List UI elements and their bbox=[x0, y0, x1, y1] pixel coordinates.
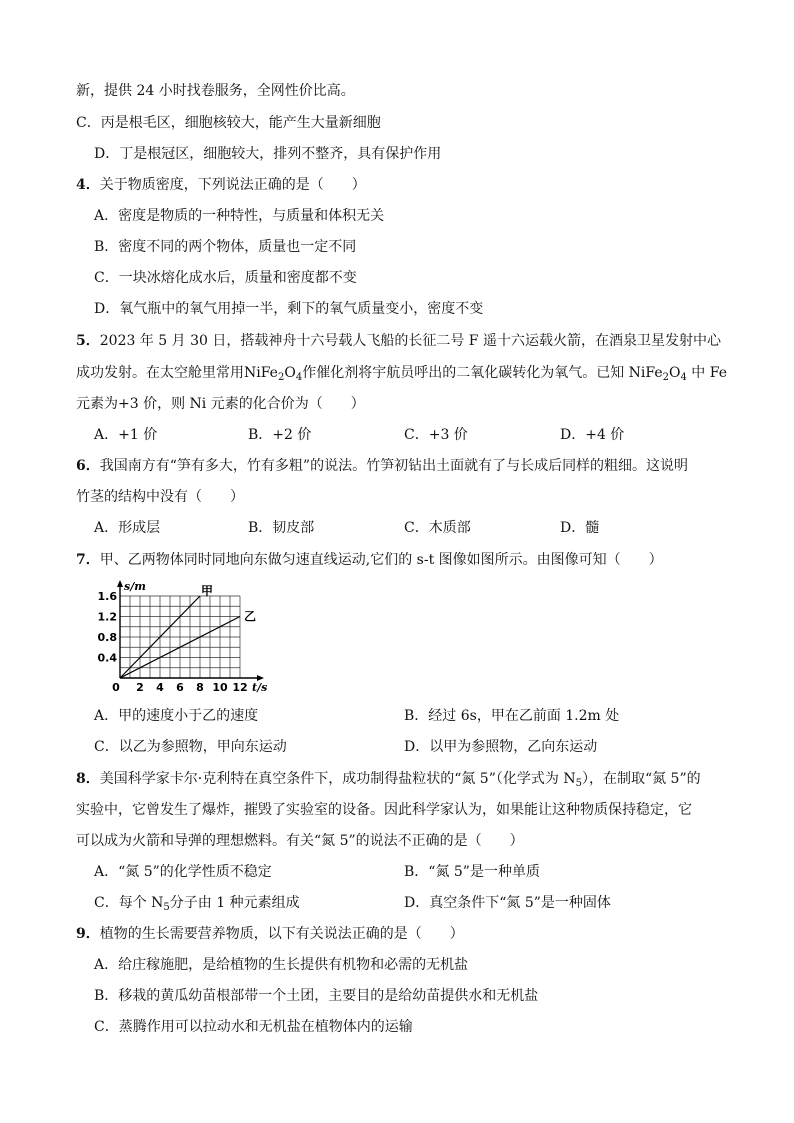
y-tick-label: 0.8 bbox=[97, 631, 117, 644]
y-axis-arrow bbox=[117, 580, 123, 587]
q6-option-c: C．木质部 bbox=[404, 520, 471, 536]
question-number: 7． bbox=[76, 552, 100, 568]
question-number: 5． bbox=[76, 333, 100, 349]
q4-option-a: A．密度是物质的一种特性，与质量和体积无关 bbox=[94, 208, 385, 224]
x-tick-label: 2 bbox=[136, 681, 144, 694]
y-tick-label: 1.6 bbox=[97, 590, 117, 603]
question-8-line-2: 实验中，它曾发生了爆炸，摧毁了实验室的设备。因此科学家认为，如果能让这种物质保持稳定，它 bbox=[76, 802, 692, 818]
subscript: 2 bbox=[662, 372, 669, 383]
x-axis-label: t/s bbox=[252, 681, 268, 694]
q8-option-b: B．“氮 5”是一种单质 bbox=[404, 864, 540, 880]
chart-grid bbox=[120, 596, 240, 678]
question-number: 9． bbox=[76, 926, 100, 942]
y-tick-label: 0.4 bbox=[97, 651, 117, 665]
subscript: 4 bbox=[680, 372, 687, 383]
q7-option-d: D．以甲为参照物，乙向东运动 bbox=[404, 739, 598, 755]
subscript: 2 bbox=[277, 372, 285, 383]
question-text: 我国南方有“笋有多大，竹有多粗”的说法。竹笋初钻出土面就有了与长成后同样的粗细。这说明 bbox=[99, 458, 689, 474]
question-text: 甲、乙两物体同时同地向东做匀速直线运动,它们的 s-t 图像如图所示。由图像可知（ ） bbox=[99, 552, 663, 568]
question-8-line-1 bbox=[76, 771, 701, 789]
text-segment: 分子由 1 种元素组成 bbox=[169, 895, 300, 911]
text-segment: O bbox=[284, 365, 296, 381]
s-t-graph bbox=[97, 578, 280, 694]
question-6-line-2: 竹茎的结构中没有（ ） bbox=[76, 489, 244, 505]
question-6-line-1 bbox=[76, 459, 688, 473]
question-text: 2023 年 5 月 30 日，搭载神舟十六号载人飞船的长征二号 F 遥十六运载火箭，在酒泉卫星发射中心 bbox=[99, 333, 721, 349]
q9-option-a: A．给庄稼施肥，是给植物的生长提供有机物和必需的无机盐 bbox=[94, 957, 469, 973]
question-4-stem bbox=[76, 178, 366, 192]
q6-option-d: D．髓 bbox=[560, 520, 600, 536]
y-axis-label: s/m bbox=[124, 580, 146, 593]
q5-option-a: A．+1 价 bbox=[94, 427, 158, 443]
chart-axes bbox=[117, 580, 264, 681]
y-tick-label: 1.2 bbox=[97, 610, 117, 624]
subscript: 5 bbox=[575, 778, 582, 789]
q4-option-c: C．一块冰熔化成水后，质量和密度都不变 bbox=[94, 270, 357, 286]
q7-option-b: B．经过 6s，甲在乙前面 1.2m 处 bbox=[404, 708, 620, 724]
q7-option-c: C．以乙为参照物，甲向东运动 bbox=[94, 739, 287, 755]
q5-option-c: C．+3 价 bbox=[404, 427, 468, 443]
q5-option-b: B．+2 价 bbox=[248, 427, 312, 443]
text-segment: 成功发射。在太空舱里常用NiFe bbox=[76, 365, 278, 381]
x-tick-label: 0 bbox=[112, 681, 120, 694]
q4-option-d: D．氧气瓶中的氧气用掉一半，剩下的氧气质量变小，密度不变 bbox=[94, 301, 484, 317]
question-5-line-3: 元素为+3 价，则 Ni 元素的化合价为（ ） bbox=[76, 396, 365, 412]
q9-option-c: C．蒸腾作用可以拉动水和无机盐在植物体内的运输 bbox=[94, 1019, 413, 1035]
x-tick-label: 6 bbox=[176, 681, 184, 694]
question-text: 植物的生长需要营养物质，以下有关说法正确的是（ ） bbox=[99, 926, 464, 942]
series-label: 甲 bbox=[201, 584, 214, 598]
x-tick-label: 4 bbox=[156, 681, 164, 694]
q8-option-c bbox=[94, 895, 300, 913]
text-segment: C．每个 N bbox=[94, 895, 164, 911]
q5-option-d: D．+4 价 bbox=[560, 427, 625, 443]
subscript: 5 bbox=[163, 902, 170, 913]
question-5-line-2 bbox=[76, 365, 727, 383]
text-segment: O bbox=[669, 365, 681, 381]
q3-option-d: D．丁是根冠区，细胞较大，排列不整齐，具有保护作用 bbox=[94, 146, 442, 162]
text-segment: 美国科学家卡尔·克利特在真空条件下，成功制得盐粒状的“氮 5”（化学式为 N bbox=[99, 771, 576, 787]
q4-option-b: B．密度不同的两个物体，质量也一定不同 bbox=[94, 239, 357, 255]
q8-option-d: D．真空条件下“氮 5”是一种固体 bbox=[404, 895, 611, 911]
q3-option-c: C．丙是根毛区，细胞核较大，能产生大量新细胞 bbox=[76, 115, 381, 131]
question-8-line-3: 可以成为火箭和导弹的理想燃料。有关“氮 5”的说法不正确的是（ ） bbox=[76, 833, 524, 849]
question-number: 4． bbox=[76, 177, 100, 193]
q6-option-b: B．韧皮部 bbox=[248, 520, 315, 536]
text-segment: ），在制取“氮 5”的 bbox=[581, 771, 701, 787]
q8-option-a: A．“氮 5”的化学性质不稳定 bbox=[94, 864, 272, 880]
subscript: 4 bbox=[295, 372, 303, 383]
x-tick-label: 8 bbox=[196, 681, 204, 694]
question-number: 6． bbox=[76, 458, 100, 474]
text-segment: 中 Fe bbox=[686, 365, 727, 381]
question-number: 8． bbox=[76, 771, 100, 787]
x-tick-label: 12 bbox=[232, 681, 248, 694]
question-7-stem bbox=[76, 553, 663, 567]
x-tick-label: 10 bbox=[212, 681, 228, 694]
q7-option-a: A．甲的速度小于乙的速度 bbox=[94, 708, 259, 724]
question-text: 关于物质密度，下列说法正确的是（ ） bbox=[99, 177, 366, 193]
question-5-line-1 bbox=[76, 334, 721, 348]
series-label: 乙 bbox=[244, 609, 257, 624]
q6-option-a: A．形成层 bbox=[94, 520, 161, 536]
q9-option-b: B．移栽的黄瓜幼苗根部带一个土团，主要目的是给幼苗提供水和无机盐 bbox=[94, 988, 539, 1004]
question-9-stem bbox=[76, 927, 464, 941]
header-line: 新，提供 24 小时找卷服务，全网性价比高。 bbox=[76, 83, 355, 99]
text-segment: 作催化剂将宇航员呼出的二氧化碳转化为氧气。已知 NiFe bbox=[302, 365, 663, 381]
